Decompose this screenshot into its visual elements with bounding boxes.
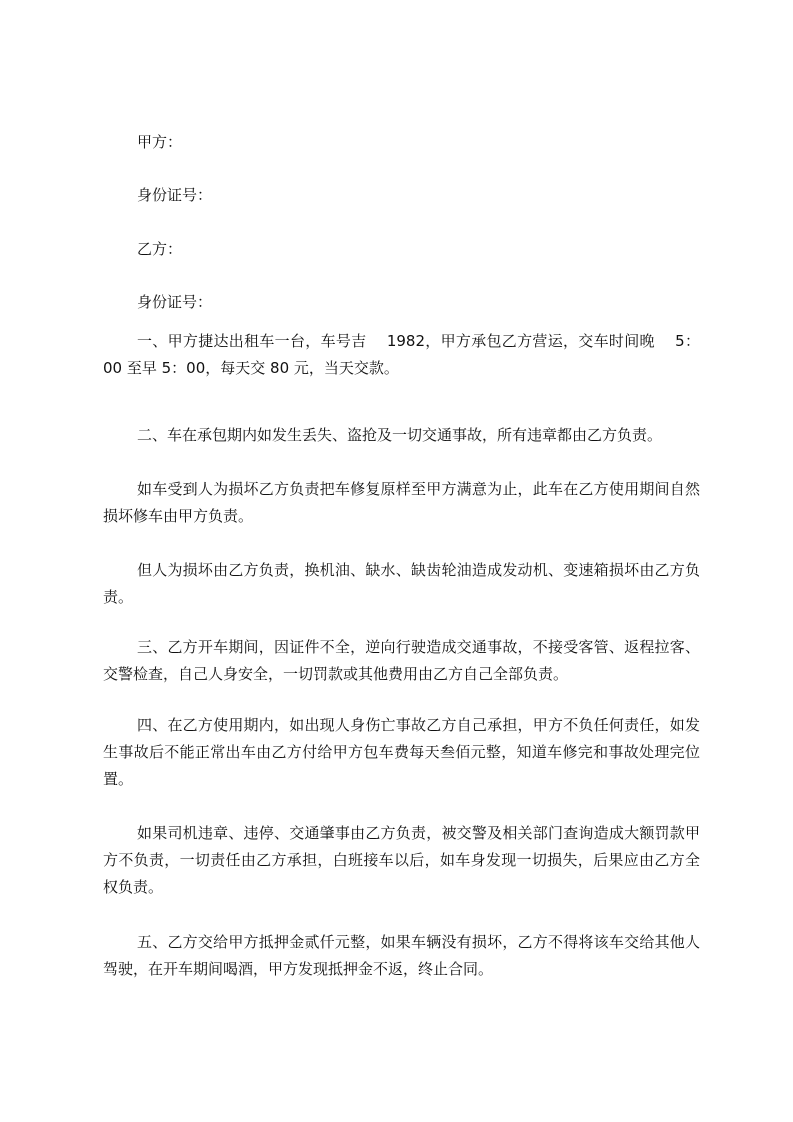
clause-2-paragraph: 二、车在承包期内如发生丢失、盗抢及一切交通事故，所有违章都由乙方负责。 [137, 426, 663, 444]
clause-5-paragraph: 五、乙方交给甲方抵押金贰仟元整，如果车辆没有损坏，乙方不得将该车交给其他人驾驶，在开车期间喝酒，甲方发现抵押金不返，终止合同。 [103, 933, 700, 978]
party-b-id-label: 身份证号： [137, 293, 213, 311]
party-a-label: 甲方： [137, 133, 183, 151]
clause-2-damage-paragraph: 但人为损坏由乙方负责，换机油、缺水、缺齿轮油造成发动机、变速箱损坏由乙方负责。 [103, 561, 700, 606]
clause-1-paragraph: 一、甲方捷达出租车一台，车号吉 1982，甲方承包乙方营运，交车时间晚 5：00 至早 5：00，每天交 80 元，当天交款。 [103, 332, 700, 377]
clause-4-paragraph: 四、在乙方使用期内，如出现人身伤亡事故乙方自己承担，甲方不负任何责任，如发生事故后不能正常出车由乙方付给甲方包车费每天叁佰元整，知道车修完和事故处理完位置。 [103, 716, 700, 788]
party-b-label: 乙方： [137, 240, 183, 258]
clause-4-violation-paragraph: 如果司机违章、违停、交通肇事由乙方负责，被交警及相关部门查询造成大额罚款甲方不负责，一切责任由乙方承担，白班接车以后，如车身发现一切损失，后果应由乙方全权负责。 [103, 824, 700, 896]
clause-3-paragraph: 三、乙方开车期间，因证件不全，逆向行驶造成交通事故，不接受客管、返程拉客、交警检查，自己人身安全，一切罚款或其他费用由乙方自己全部负责。 [103, 638, 700, 683]
clause-2-repair-paragraph: 如车受到人为损坏乙方负责把车修复原样至甲方满意为止，此车在乙方使用期间自然损坏修车由甲方负责。 [103, 480, 700, 525]
party-a-id-label: 身份证号： [137, 186, 213, 204]
